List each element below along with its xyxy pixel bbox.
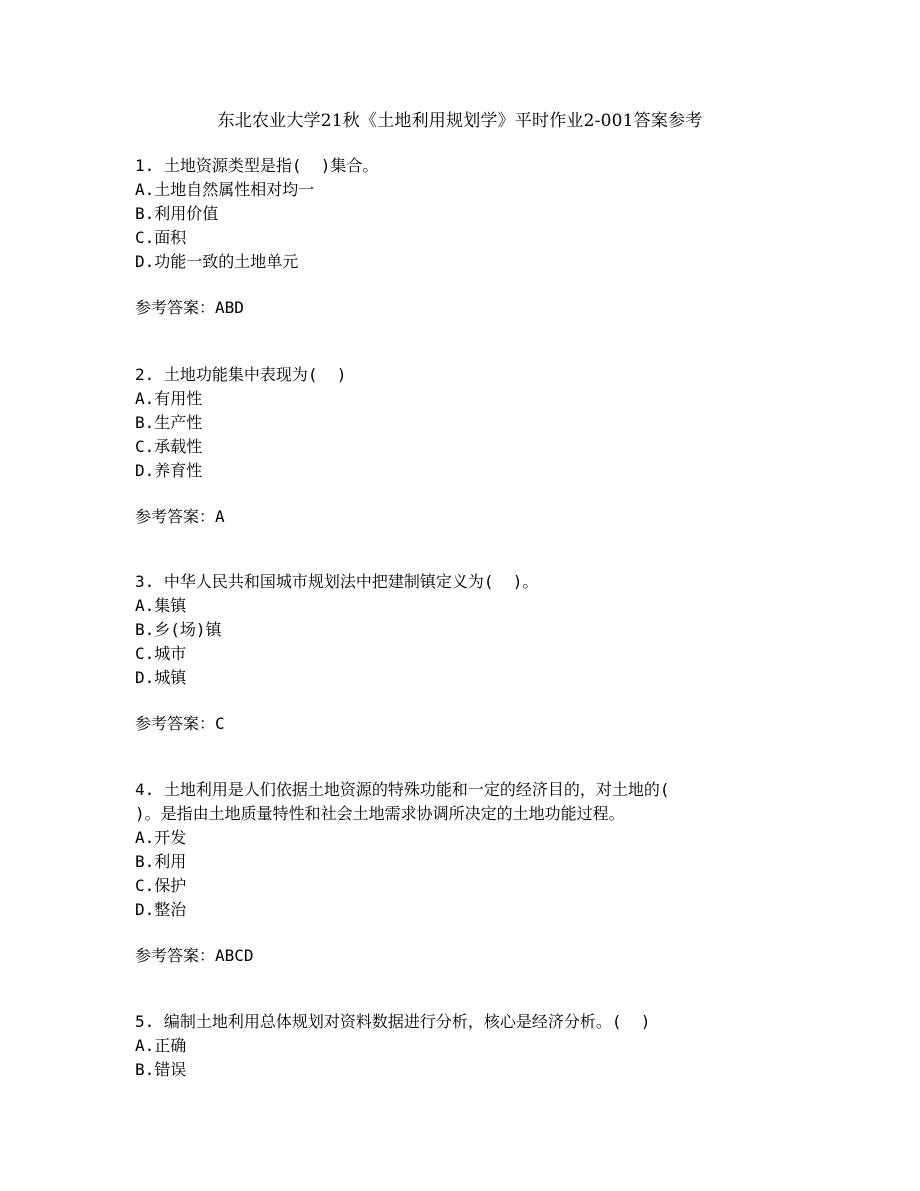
option-c: C.面积 (135, 228, 187, 247)
option-a: A.开发 (135, 828, 187, 847)
option-d: D.功能一致的土地单元 (135, 252, 299, 271)
option-d: D.整治 (135, 900, 187, 919)
question-stem: 2. 土地功能集中表现为( ) (135, 365, 347, 384)
option-b: B.乡(场)镇 (135, 620, 222, 639)
question-5 (135, 1010, 775, 1082)
question-4 (135, 778, 775, 968)
question-stem: 1. 土地资源类型是指( )集合。 (135, 156, 379, 175)
answer-value: C (215, 714, 225, 733)
option-a: A.正确 (135, 1036, 187, 1055)
question-stem: 5. 编制土地利用总体规划对资料数据进行分析，核心是经济分析。( ) (135, 1012, 651, 1031)
reference-answer (135, 712, 775, 736)
option-a: A.有用性 (135, 389, 203, 408)
reference-answer (135, 296, 775, 320)
question-2 (135, 363, 775, 529)
answer-value: A (215, 507, 225, 526)
option-d: D.养育性 (135, 461, 203, 480)
option-c: C.保护 (135, 876, 187, 895)
option-b: B.错误 (135, 1060, 187, 1079)
question-1 (135, 154, 775, 320)
option-c: C.城市 (135, 644, 187, 663)
answer-value: ABCD (215, 946, 254, 965)
question-stem-continued: )。是指由土地质量特性和社会土地需求协调所决定的土地功能过程。 (135, 804, 625, 823)
option-b: B.生产性 (135, 413, 203, 432)
answer-label: 参考答案： (135, 507, 216, 526)
document-title: 东北农业大学21秋《土地利用规划学》平时作业2-001答案参考 (217, 111, 703, 131)
question-stem: 3. 中华人民共和国城市规划法中把建制镇定义为( )。 (135, 572, 539, 591)
option-b: B.利用 (135, 852, 187, 871)
question-3 (135, 570, 775, 736)
answer-label: 参考答案： (135, 298, 216, 317)
option-c: C.承载性 (135, 437, 203, 456)
question-stem: 4. 土地利用是人们依据土地资源的特殊功能和一定的经济目的，对土地的( (135, 780, 670, 799)
reference-answer (135, 944, 775, 968)
answer-value: ABD (215, 298, 244, 317)
reference-answer (135, 505, 775, 529)
option-a: A.集镇 (135, 596, 187, 615)
answer-label: 参考答案： (135, 946, 216, 965)
option-a: A.土地自然属性相对均一 (135, 180, 315, 199)
answer-label: 参考答案： (135, 714, 216, 733)
option-b: B.利用价值 (135, 204, 219, 223)
option-d: D.城镇 (135, 668, 187, 687)
